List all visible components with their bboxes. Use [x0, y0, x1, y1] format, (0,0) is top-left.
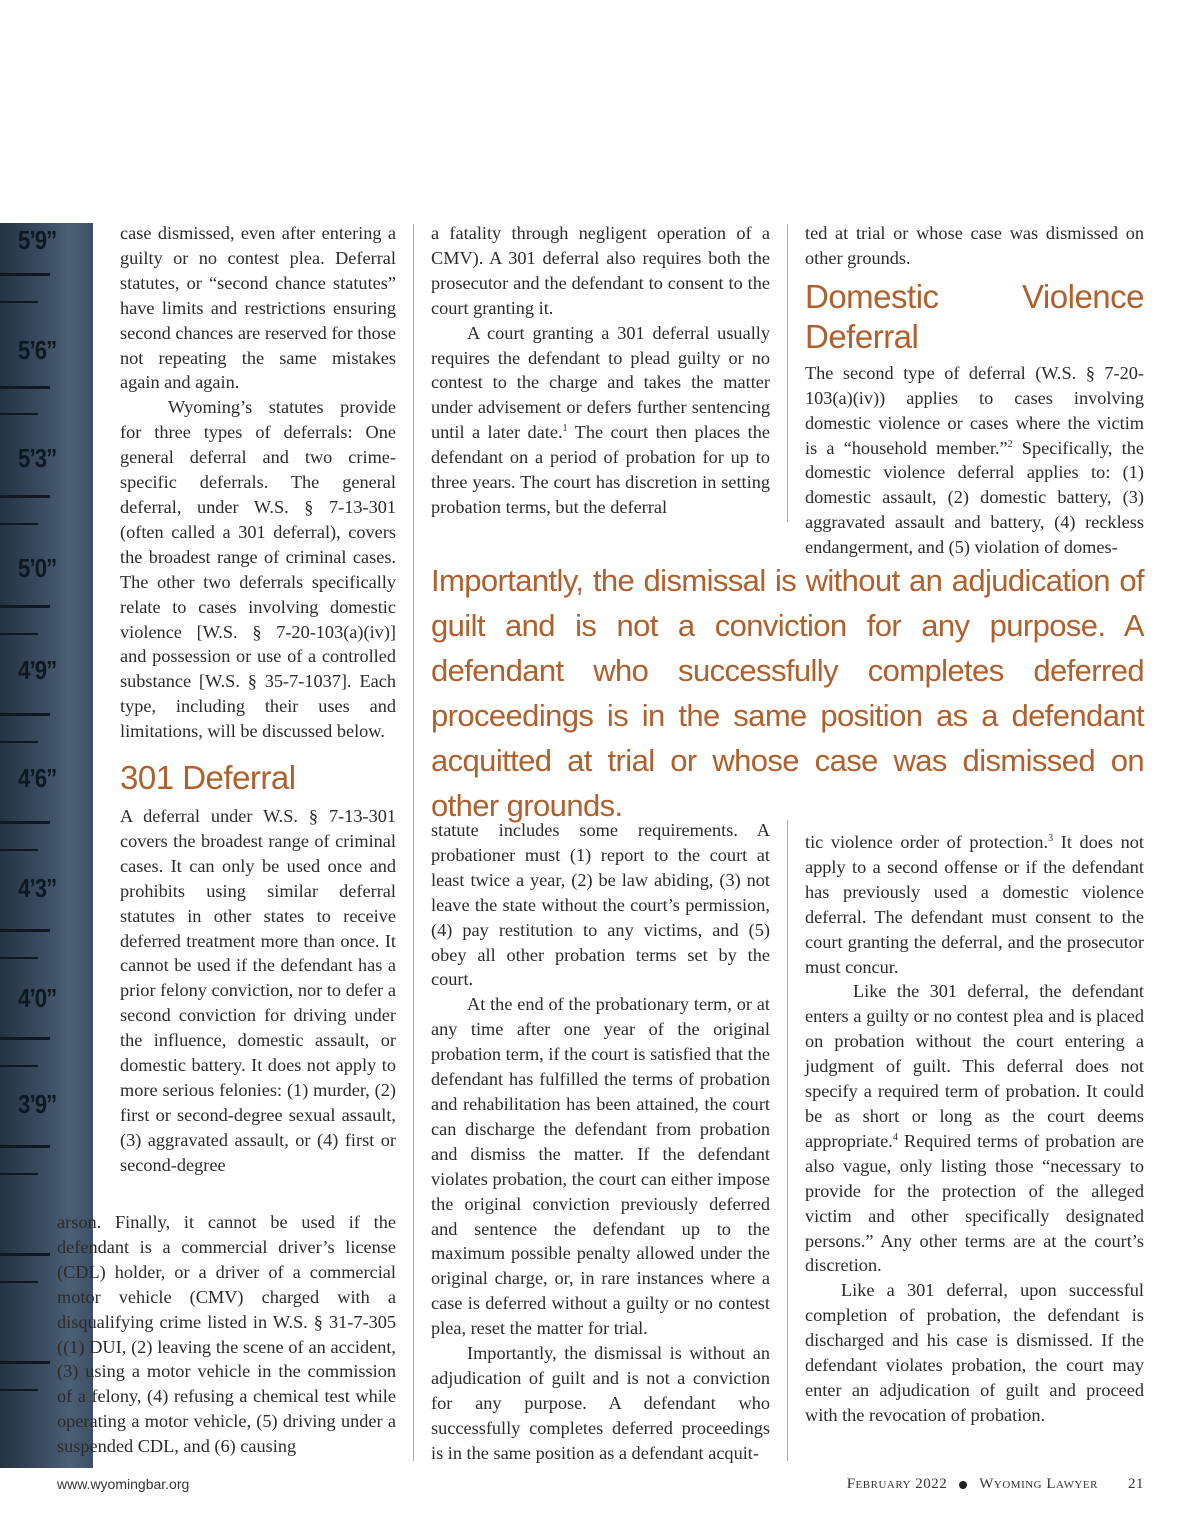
article-column-3-bottom	[805, 830, 1144, 1428]
ruler-label: 3’9”	[18, 1089, 57, 1119]
body-paragraph: a fatality through negligent operation of a CMV). A 301 deferral also requires both the prosecutor and the defendant to consent to the court granting it.	[431, 223, 770, 318]
column-divider	[787, 224, 788, 522]
ruler-label: 4’9”	[18, 655, 57, 685]
section-heading-301-deferral: 301 Deferral	[120, 759, 296, 797]
ruler-tick	[0, 1281, 38, 1283]
footer-issue-date: February 2022	[846, 1476, 948, 1492]
body-paragraph: tic violence order of protection.$^3$ It does not apply to a second offense or if the defendant has previously used a domestic violence deferral. The defendant must consent to the court granting the deferral, and the prosecutor must concur.	[805, 832, 1144, 977]
article-column-3-top	[805, 221, 1144, 560]
ruler-tick	[0, 1389, 38, 1391]
ruler-tick	[0, 301, 38, 303]
article-column-1-continued	[57, 1210, 396, 1459]
ruler-label: 5’6”	[18, 335, 57, 365]
ruler-tick	[0, 1253, 50, 1256]
body-paragraph: At the end of the probationary term, or at any time after one year of the original probation term, if the court is satisfied that the defendant has fulfilled the terms of probation and rehabilitation has been attained, the court can discharge the defendant from probation and dismiss the matter. If the defendant violates probation, the court can either impose the original conviction previously deferred and sentence the defendant up to the maximum possible penalty allowed under the original charge, or, in rare instances where a case is deferred without a guilty or no contest plea, reset the matter for trial.	[431, 994, 770, 1339]
footer-website[interactable]: www.wyomingbar.org	[57, 1476, 190, 1492]
article-column-2-bottom	[431, 818, 770, 1466]
body-paragraph: statute includes some requirements. A probationer must (1) report to the court at least twice a year, (2) be law abiding, (3) not leave the state without the court’s permission, (4) pay restitution to any victims, and (5) obey all other probation terms set by the court.	[431, 820, 770, 990]
body-paragraph: Like the 301 deferral, the defendant enters a guilty or no contest plea and is placed on probation without the court entering a judgment of guilt. This deferral does not specify a required term of probation. It could be as short or long as the court deems appropriate.$^4$ Required terms of probation are also vague, only listing those “necessary to provide for the protection of the alleged victim and other specifically designated persons.” Any other terms are at the court’s discretion.	[805, 981, 1144, 1276]
ruler-tick	[0, 957, 38, 959]
body-paragraph: case dismissed, even after entering a guilty or no contest plea. Deferral statutes, or “second chance statutes” have limits and restrictions ensuring second chances are reserved for those not repeating the same mistakes again and again.	[120, 223, 396, 393]
ruler-tick	[0, 386, 50, 389]
body-paragraph: ted at trial or whose case was dismissed on other grounds.	[805, 223, 1144, 268]
article-column-2-top	[431, 221, 770, 520]
section-heading-domestic-violence-deferral: Domestic Violence Deferral	[805, 277, 1144, 355]
ruler-tick	[0, 713, 50, 716]
body-paragraph: Like a 301 deferral, upon successful completion of probation, the defendant is discharged and his case is dismissed. If the defendant violates probation, the court may enter an adjudication of guilt and proceed with the revocation of probation.	[805, 1280, 1144, 1425]
footnote-ref: 3	[1048, 832, 1054, 844]
ruler-label: 5’3”	[18, 443, 57, 473]
body-paragraph: The second type of deferral (W.S. § 7-20-103(a)(iv)) applies to cases involving domestic violence or cases where the victim is a “household member.”$^2$ Specifically, the domestic violence deferral applies to: (1) domestic assault, (2) domestic battery, (3) aggravated assault and battery, (4) reckless endangerment, and (5) violation of domes-	[805, 362, 1144, 558]
ruler-tick	[0, 523, 38, 525]
body-paragraph: arson. Finally, it cannot be used if the defendant is a commercial driver’s license (CDL) holder, or a driver of a commercial motor vehicle (CMV) charged with a disqualifying crime listed in W.S. § 31-7-305 ((1) DUI, (2) leaving the scene of an accident, (3) using a motor vehicle in the commission of a felony, (4) refusing a chemical test while operating a motor vehicle, (5) driving under a suspended CDL, and (6) causing	[57, 1212, 396, 1457]
ruler-label: 4’6”	[18, 763, 57, 793]
ruler-tick	[0, 1037, 50, 1040]
ruler-tick	[0, 741, 38, 743]
ruler-tick	[0, 413, 38, 415]
ruler-tick	[0, 633, 38, 635]
body-paragraph: Importantly, the dismissal is without an adjudication of guilt and is not a conviction for any purpose. A defendant who successfully completes deferred proceedings is in the same position as a defendant acquit-	[431, 1343, 770, 1463]
ruler-tick	[0, 273, 50, 276]
page-number: 21	[1128, 1476, 1144, 1492]
footer-folio	[847, 1476, 1144, 1493]
body-paragraph: A deferral under W.S. § 7-13-301 covers the broadest range of criminal cases. It can only be used once and prohibits using similar deferral statutes in other states to receive deferred treatment more than once. It cannot be used if the defendant has a prior felony conviction, nor to defer a second conviction for driving under the influence, domestic assault, or domestic battery. It does not apply to more serious felonies: (1) murder, (2) first or second-degree sexual assault, (3) aggravated assault, or (4) first or second-degree	[120, 806, 396, 1175]
body-paragraph: A court granting a 301 deferral usually requires the defendant to plead guilty or no contest to the charge and takes the matter under advisement or defers further sentencing until a later date.$^1$ The court then places the defendant on a period of probation for up to three years. The court has discretion in setting probation terms, but the deferral	[431, 322, 770, 517]
footer-publication: Wyoming Lawyer	[979, 1476, 1098, 1492]
ruler-tick	[0, 1145, 50, 1148]
ruler-tick	[0, 1173, 38, 1175]
column-divider	[787, 820, 788, 1461]
footnote-ref: 2	[1007, 438, 1013, 450]
footnote-ref: 1	[562, 423, 568, 435]
column-divider	[413, 224, 414, 1461]
ruler-label: 4’3”	[18, 873, 57, 903]
body-paragraph: Wyoming’s statutes provide for three types of deferrals: One general deferral and two crime-specific deferrals. The general deferral, under W.S. § 7-13-301 (often called a 301 deferral), covers the broadest range of criminal cases. The other two deferrals specifically relate to cases involving domestic violence [W.S. § 7-20-103(a)(iv)] and possession or use of a controlled substance [W.S. § 35-7-1037]. Each type, including their uses and limitations, will be discussed below.	[120, 397, 396, 742]
ruler-label: 5’0”	[18, 553, 57, 583]
ruler-tick	[0, 605, 50, 608]
ruler-tick	[0, 1065, 38, 1067]
ruler-tick	[0, 821, 50, 824]
footnote-ref: 4	[892, 1131, 898, 1143]
ruler-tick	[0, 1361, 50, 1364]
ruler-tick	[0, 495, 50, 498]
ruler-tick	[0, 849, 38, 851]
pull-quote: Importantly, the dismissal is without an adjudication of guilt and is not a conviction for any purpose. A defendant who successfully completes deferred proceedings is in the same position as a defendant acquitted at trial or whose case was dismissed on other grounds.	[431, 563, 1144, 823]
article-column-1	[120, 221, 396, 1178]
bullet-icon	[959, 1481, 967, 1489]
ruler-label: 5’9”	[18, 225, 57, 255]
ruler-label: 4’0”	[18, 983, 57, 1013]
ruler-tick	[0, 929, 50, 932]
